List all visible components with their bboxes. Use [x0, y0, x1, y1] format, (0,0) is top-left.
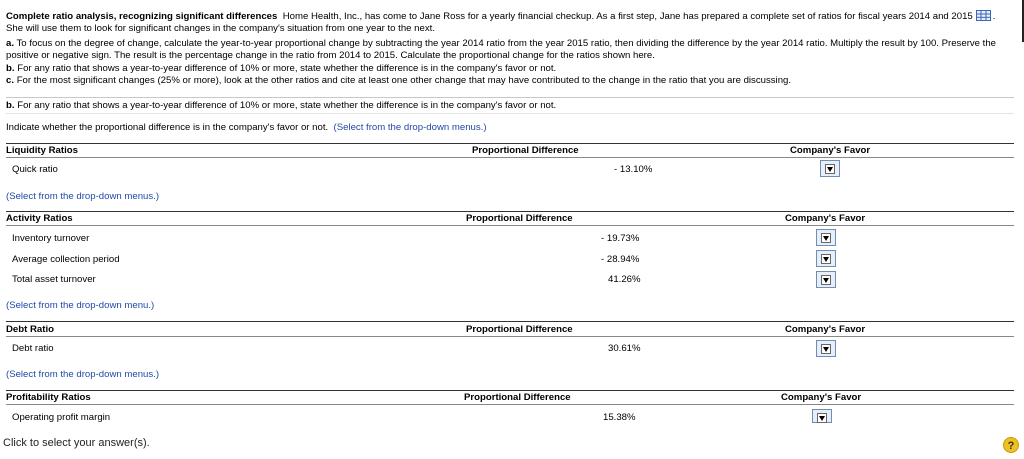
debt-ratio-favor-dropdown[interactable] [816, 340, 836, 357]
activity-favor-header: Company's Favor [785, 213, 866, 224]
part-b-label: b. [6, 62, 15, 74]
current-part [6, 100, 556, 111]
quick-ratio-label: Quick ratio [12, 164, 58, 175]
total-asset-turnover-value: 41.26% [608, 274, 641, 285]
total-asset-turnover-label: Total asset turnover [12, 274, 96, 285]
problem-intro [6, 10, 1011, 87]
inventory-turnover-label: Inventory turnover [12, 233, 90, 244]
inventory-turnover-favor-dropdown[interactable] [816, 229, 836, 246]
table-rule [6, 157, 1014, 158]
part-b-text: For any ratio that shows a year-to-year difference of 10% or more, state whether the difference is in the company's favor or not. [17, 62, 557, 74]
hint-2: (Select from the drop-down menu.) [6, 300, 155, 311]
part-a-label: a. [6, 37, 15, 49]
current-part-text: For any ratio that shows a year-to-year difference of 10% or more, state whether the difference is in the company's favor or not. [17, 100, 557, 111]
avg-collection-period-favor-dropdown[interactable] [816, 250, 836, 267]
inventory-turnover-value: - 19.73% [601, 233, 640, 244]
instruction [6, 122, 487, 133]
quick-ratio-favor-dropdown[interactable] [820, 160, 840, 177]
activity-diff-header: Proportional Difference [466, 213, 573, 224]
profitability-header: Profitability Ratios [6, 392, 91, 403]
instruction-text: Indicate whether the proportional difference is in the company's favor or not. [6, 122, 329, 133]
avg-collection-period-label: Average collection period [12, 254, 120, 265]
dropdown-arrow-icon [827, 167, 833, 172]
hint-3: (Select from the drop-down menus.) [6, 369, 160, 380]
liquidity-favor-header: Company's Favor [790, 145, 871, 156]
dropdown-arrow-icon [823, 236, 829, 241]
liquidity-diff-header: Proportional Difference [472, 145, 579, 156]
table-rule [6, 404, 1014, 405]
debt-header: Debt Ratio [6, 324, 54, 335]
debt-ratio-label: Debt ratio [12, 343, 54, 354]
activity-header: Activity Ratios [6, 213, 73, 224]
profitability-diff-header: Proportional Difference [464, 392, 571, 403]
divider [6, 97, 1014, 98]
debt-diff-header: Proportional Difference [466, 324, 573, 335]
operating-profit-margin-label: Operating profit margin [12, 412, 111, 423]
debt-ratio-value: 30.61% [608, 343, 641, 354]
help-icon[interactable]: ? [1003, 437, 1019, 453]
table-rule [6, 225, 1014, 226]
debt-favor-header: Company's Favor [785, 324, 866, 335]
avg-collection-period-value: - 28.94% [601, 254, 640, 265]
part-a-text: To focus on the degree of change, calculate the year-to-year proportional change by subtracting the year 2014 ratio from the year 2015 ratio, then dividing the difference by the year 2014 ratio. Multiply the result by 100. Preserve the positive or negative sign. The result is the percentage change in the ratio from 2014 to 2015. Calculate the proportional change for the ratios shown here. [6, 37, 997, 62]
operating-profit-margin-value: 15.38% [603, 412, 636, 423]
current-part-label: b. [6, 100, 15, 111]
instruction-hint: (Select from the drop-down menus.) [333, 122, 487, 133]
table-rule [6, 143, 1014, 144]
table-rule [6, 321, 1014, 322]
quick-ratio-value: - 13.10% [614, 164, 653, 175]
intro-text-2: . She will use them to look for significant changes in the company's situation from one year to the next. [6, 11, 996, 35]
part-c-label: c. [6, 75, 15, 87]
table-rule [6, 336, 1014, 337]
liquidity-header: Liquidity Ratios [6, 145, 78, 156]
dropdown-arrow-icon [823, 278, 829, 283]
profitability-favor-header: Company's Favor [781, 392, 862, 403]
data-table-icon[interactable] [976, 10, 991, 21]
intro-text-1: Home Health, Inc., has come to Jane Ross for a yearly financial checkup. As a first step, Jane has prepared a complete set of ratios for fiscal years 2014 and 2015 [282, 11, 973, 22]
part-c-text: For the most significant changes (25% or more), look at the other ratios and cite at least one other change that may have contributed to the change in the ratio that you are discussing. [16, 75, 792, 87]
click-to-select-text: Click to select your answer(s). [3, 437, 150, 449]
table-rule [6, 390, 1014, 391]
dropdown-arrow-icon [819, 416, 825, 421]
total-asset-turnover-favor-dropdown[interactable] [816, 271, 836, 288]
problem-title: Complete ratio analysis, recognizing significant differences [6, 11, 278, 22]
divider-2 [6, 113, 1014, 114]
dropdown-arrow-icon [823, 347, 829, 352]
operating-profit-margin-favor-dropdown[interactable] [812, 409, 832, 423]
table-rule [6, 211, 1014, 212]
dropdown-arrow-icon [823, 257, 829, 262]
hint-1: (Select from the drop-down menus.) [6, 191, 160, 202]
